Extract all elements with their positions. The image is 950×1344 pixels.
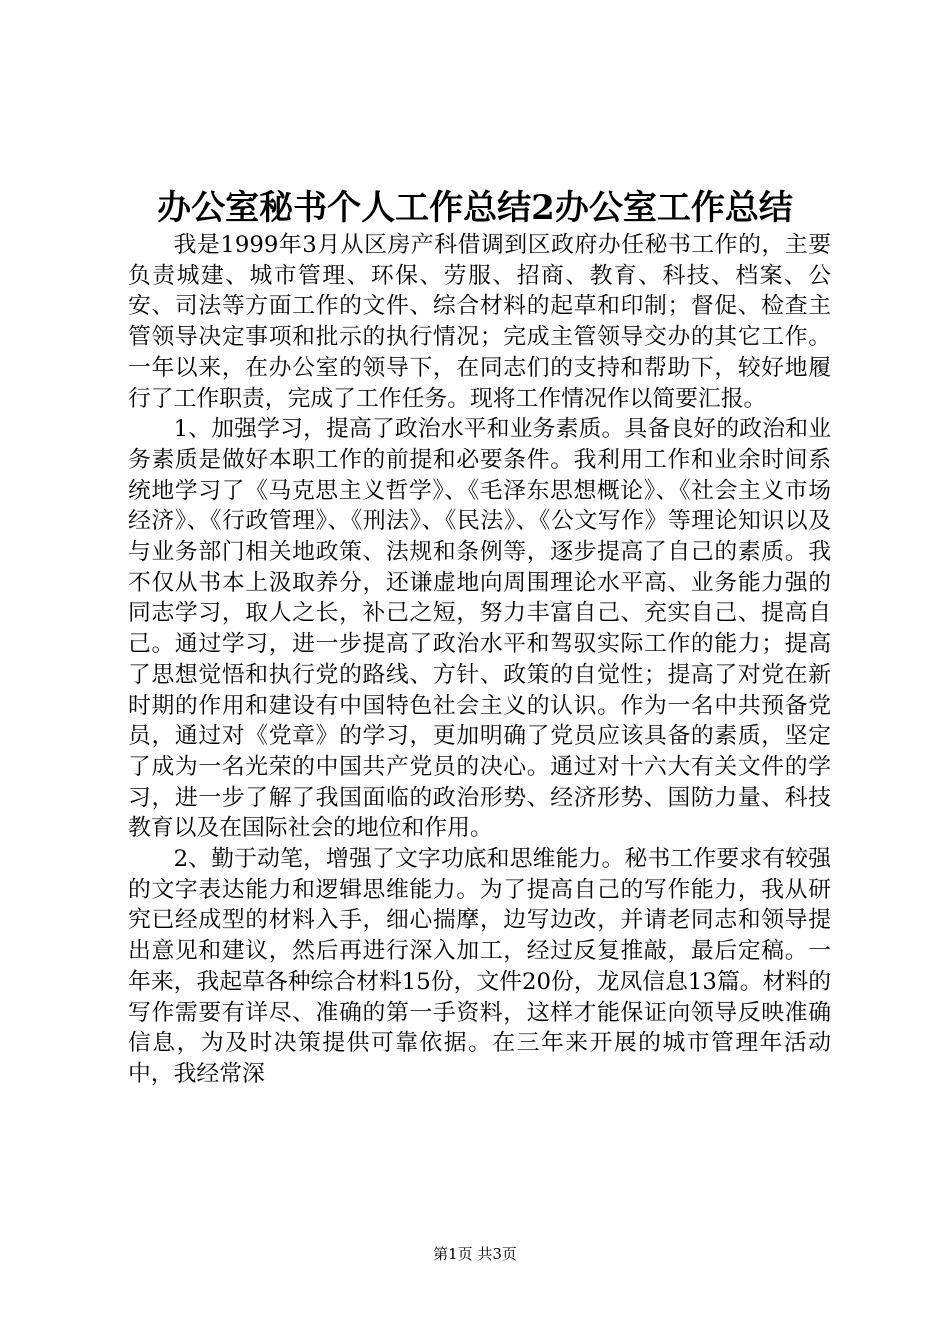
paragraph-intro: 我是1999年3月从区房产科借调到区政府办任秘书工作的，主要负责城建、城市管理、环保、劳服、招商、教育、科技、档案、公安、司法等方面工作的文件、综合材料的起草和印制；督促、检查主管领导决定事项和批示的执行情况；完成主管领导交办的其它工作。一年以来，在办公室的领导下，在同志们的支持和帮助下，较好地履行了工作职责，完成了工作任务。现将工作情况作以简要汇报。: [128, 232, 831, 412]
document-title: 办公室秘书个人工作总结2办公室工作总结: [157, 188, 793, 228]
document-body: [128, 230, 831, 1090]
page-footer: 第1页 共3页: [433, 1245, 517, 1263]
paragraph-study: 1、加强学习，提高了政治水平和业务素质。具备良好的政治和业务素质是做好本职工作的前提和必要条件。我利用工作和业余时间系统地学习了《马克思主义哲学》、《毛泽东思想概论》、《社会主义市场经济》、《行政管理》、《刑法》、《民法》、《公文写作》等理论知识以及与业务部门相关地政策、法规和条例等，逐步提高了自己的素质。我不仅从书本上汲取养分，还谦虚地向周围理论水平高、业务能力强的同志学习，取人之长，补己之短，努力丰富自己、充实自己、提高自己。通过学习，进一步提高了政治水平和驾驭实际工作的能力；提高了思想觉悟和执行党的路线、方针、政策的自觉性；提高了对党在新时期的作用和建设有中国特色社会主义的认识。作为一名中共预备党员，通过对《党章》的学习，更加明确了党员应该具备的素质，坚定了成为一名光荣的中国共产党员的决心。通过对十六大有关文件的学习，进一步了解了我国面临的政治形势、经济形势、国防力量、科技教育以及在国际社会的地位和作用。: [128, 416, 831, 842]
paragraph-writing: 2、勤于动笔，增强了文字功底和思维能力。秘书工作要求有较强的文字表达能力和逻辑思维能力。为了提高自己的写作能力，我从研究已经成型的材料入手，细心揣摩，边写边改，并请老同志和领导提出意见和建议，然后再进行深入加工，经过反复推敲，最后定稿。一年来，我起草各种综合材料15份，文件20份，龙凤信息13篇。材料的写作需要有详尽、准确的第一手资料，这样才能保证向领导反映准确信息，为及时决策提供可靠依据。在三年来开展的城市管理年活动中，我经常深: [128, 846, 831, 1087]
